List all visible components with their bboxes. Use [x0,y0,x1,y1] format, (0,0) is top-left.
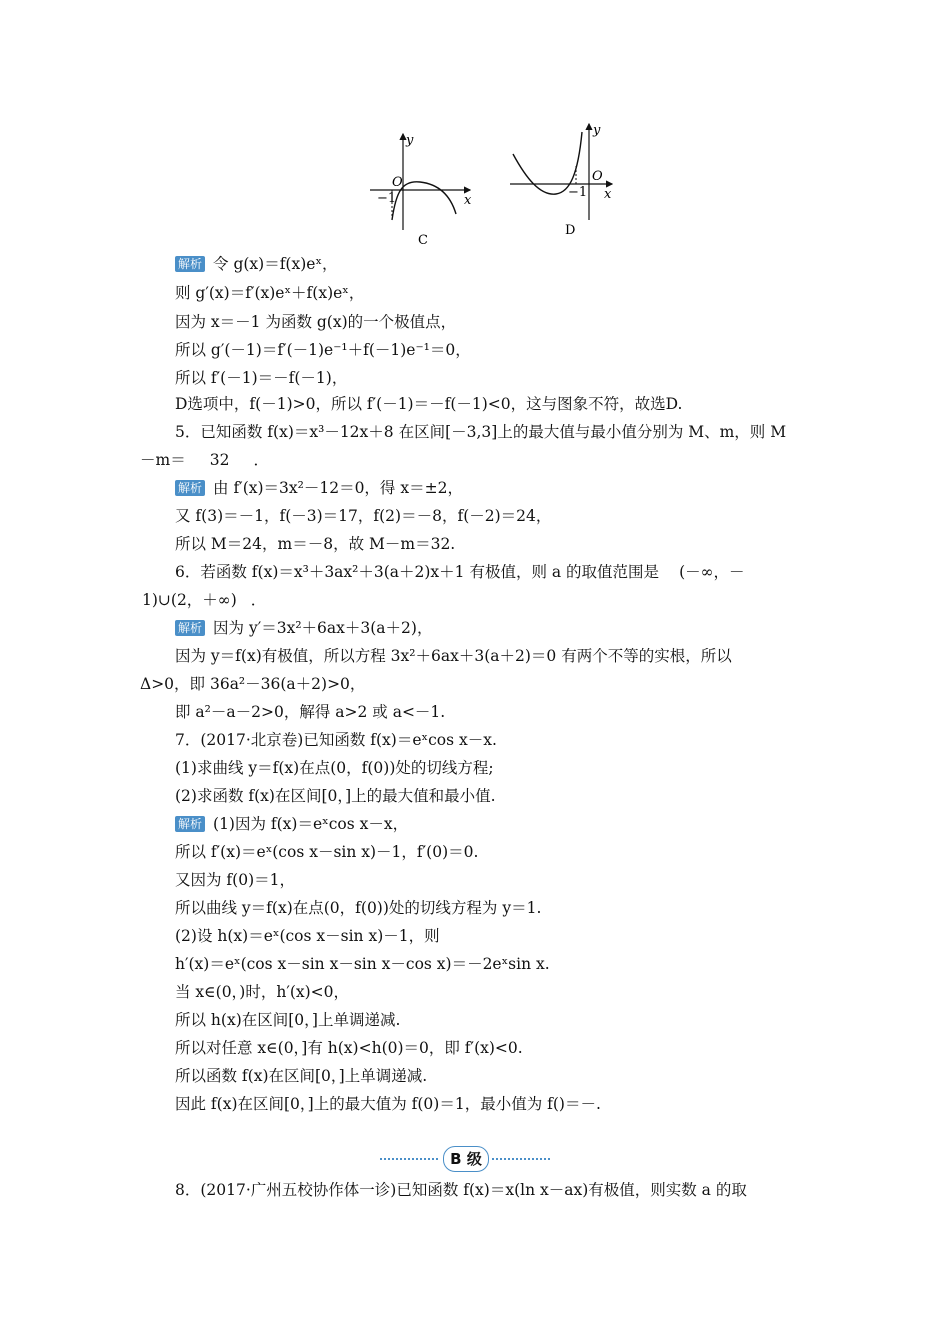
figure-d [510,123,612,238]
q5-question-cont [140,450,820,470]
level-b-badge: B 级 [443,1146,489,1172]
q5-analysis-line-3: 所以 M＝24，m＝－8，故 M－m＝32. [175,535,456,553]
q8-question: 8．(2017·广州五校协作体一诊)已知函数 f(x)＝x(ln x－ax)有极值，则实数 a 的取 [175,1181,747,1199]
q4-analysis-line-5: 所以 f′(－1)＝－f(－1)， [175,369,348,387]
divider-dots-left [380,1158,438,1160]
q7-analysis-line-1 [175,814,855,834]
analysis-tag: 解析 [175,816,205,832]
q6-question-cont [140,590,820,610]
c-origin-label: O [392,175,403,190]
q6-analysis-line-3: Δ>0，即 36a²－36(a＋2)>0， [140,675,366,693]
d-x-label: x [604,187,612,202]
d-figure-label: D [565,223,576,238]
c-y-label: y [406,133,414,148]
q6-analysis-line-4: 即 a²－a－2>0，解得 a>2 或 a<－1. [175,703,446,721]
divider-dots-right [492,1158,550,1160]
c-tick-label: −1 [377,191,397,206]
q7-analysis-line-11: 因此 f(x)在区间[0，]上的最大值为 f(0)＝1，最小值为 f()＝－. [175,1095,601,1113]
q6-analysis-line-2: 因为 y＝f(x)有极值，所以方程 3x²＋6ax＋3(a＋2)＝0 有两个不等的实根，所以 [175,647,732,665]
q7-part-2: (2)求函数 f(x)在区间[0，]上的最大值和最小值. [175,787,496,805]
q6-analysis-line-1 [175,618,855,638]
q7-analysis-line-3: 又因为 f(0)＝1， [175,871,295,889]
text: 令 g(x)＝f(x)eˣ， [213,255,338,273]
q4-analysis-line-2: 则 g′(x)＝f′(x)eˣ＋f(x)eˣ， [175,284,365,302]
text: 因为 y′＝3x²＋6ax＋3(a＋2)， [213,619,433,637]
text: 6．若函数 f(x)＝x³＋3ax²＋3(a＋2)x＋1 有极值，则 a 的取值范围是 [175,563,660,581]
q4-analysis-line-6: D选项中，f(－1)>0，所以 f′(－1)＝－f(－1)<0，这与图象不符，故选D. [175,395,683,413]
q7-question: 7．(2017·北京卷)已知函数 f(x)＝eˣcos x－x. [175,731,497,749]
q4-analysis-line-1 [175,254,855,274]
graphs-svg [360,122,620,252]
q6-question [175,562,855,582]
text: (1)因为 f(x)＝eˣcos x－x， [213,815,409,833]
q5-analysis-line-1 [175,478,855,498]
q7-analysis-line-9: 所以对任意 x∈(0，]有 h(x)<h(0)＝0，即 f′(x)<0. [175,1039,523,1057]
q7-analysis-line-2: 所以 f′(x)＝eˣ(cos x－sin x)－1，f′(0)＝0. [175,843,479,861]
q7-analysis-line-10: 所以函数 f(x)在区间[0，]上单调递减. [175,1067,428,1085]
q4-analysis-line-4: 所以 g′(－1)＝f′(－1)e⁻¹＋f(－1)e⁻¹＝0， [175,341,471,359]
figure-c [370,133,472,248]
d-origin-label: O [592,169,603,184]
c-figure-label: C [418,233,428,248]
q7-analysis-line-8: 所以 h(x)在区间[0，]上单调递减. [175,1011,401,1029]
text: ． [250,591,267,609]
q4-analysis-line-3: 因为 x＝－1 为函数 g(x)的一个极值点， [175,313,457,331]
d-y-label: y [593,123,601,138]
q5-analysis-line-2: 又 f(3)＝－1，f(－3)＝17，f(2)＝－8，f(－2)＝24， [175,507,552,525]
q5-answer: 32 [209,451,230,469]
analysis-tag: 解析 [175,620,205,636]
d-tick-label: −1 [568,185,588,200]
text: －m＝ [140,451,186,469]
q7-analysis-line-5: (2)设 h(x)＝eˣ(cos x－sin x)－1，则 [175,927,440,945]
text: ． [253,451,269,469]
q7-part-1: (1)求曲线 y＝f(x)在点(0，f(0))处的切线方程; [175,759,494,777]
level-b-divider [380,1146,550,1172]
figure-area [360,122,620,252]
q6-answer-b: 1)∪(2，＋∞) [142,591,237,609]
q7-analysis-line-6: h′(x)＝eˣ(cos x－sin x－sin x－cos x)＝－2eˣsin x. [175,955,550,973]
text: 由 f′(x)＝3x²－12＝0，得 x＝±2， [213,479,463,497]
q7-analysis-line-7: 当 x∈(0，)时，h′(x)<0， [175,983,350,1001]
q7-analysis-line-4: 所以曲线 y＝f(x)在点(0，f(0))处的切线方程为 y＝1. [175,899,542,917]
analysis-tag: 解析 [175,480,205,496]
analysis-tag: 解析 [175,256,205,272]
c-x-label: x [464,193,472,208]
q5-question: 5．已知函数 f(x)＝x³－12x＋8 在区间[－3,3]上的最大值与最小值分别为 M、m，则 M [175,423,787,441]
q6-answer-a: (－∞，－ [679,563,745,581]
